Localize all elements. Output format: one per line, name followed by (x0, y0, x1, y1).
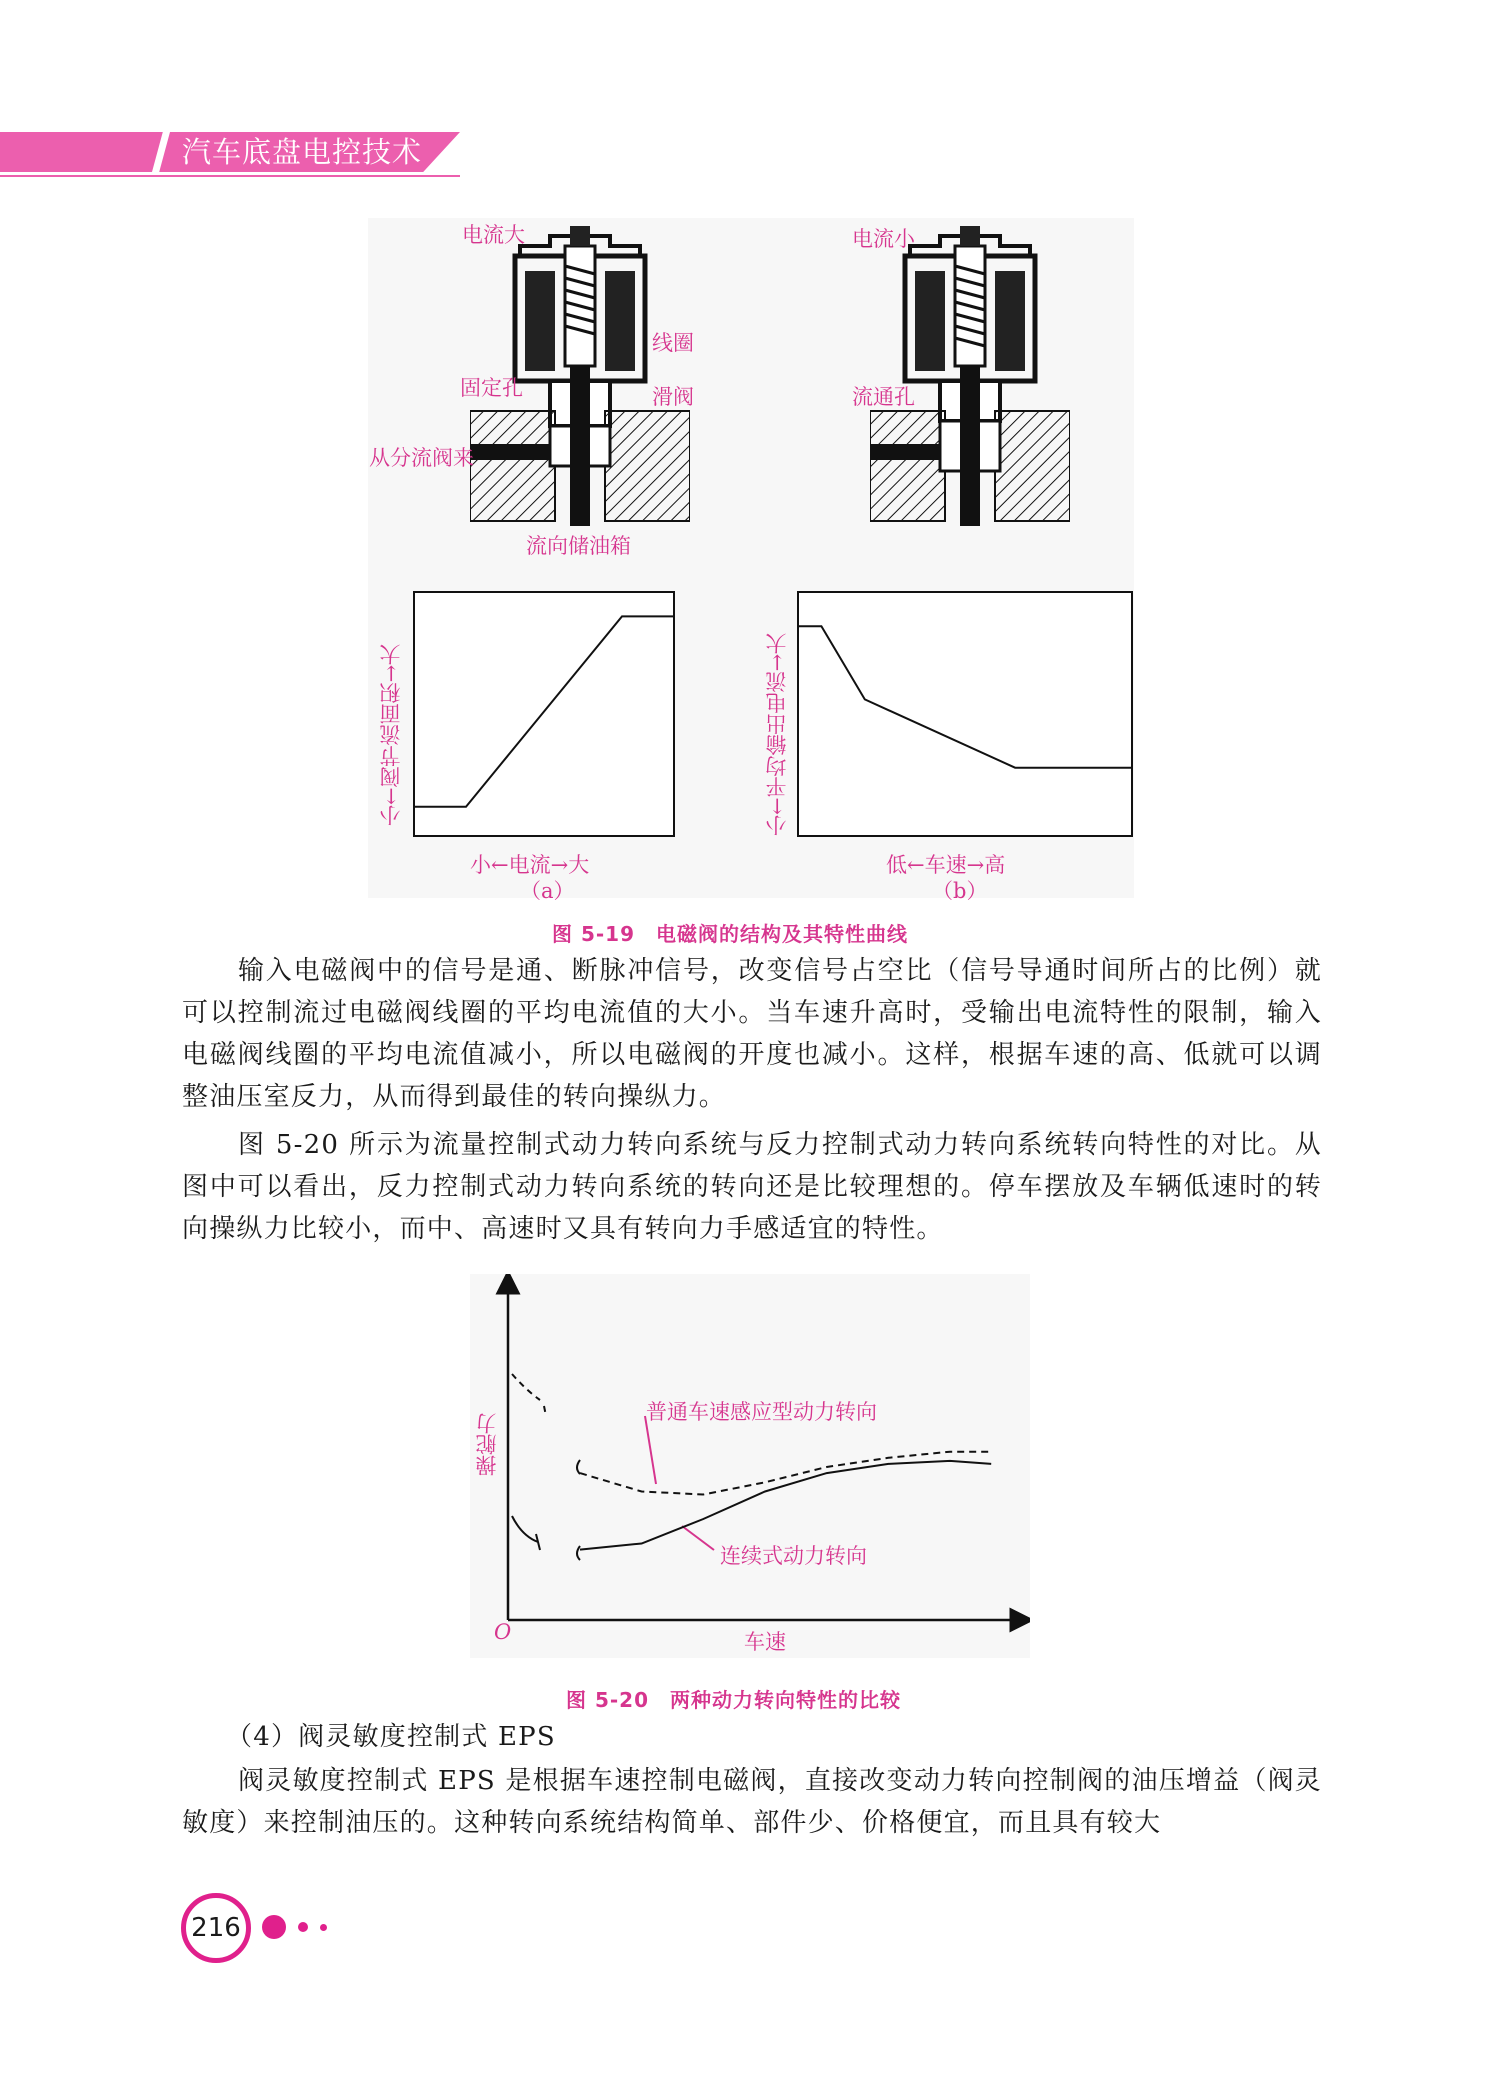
section-heading-4: （4）阀灵敏度控制式 EPS (226, 1722, 556, 1752)
chart-a-xlabel: 小←电流→大 (470, 853, 590, 877)
page-dot-large (262, 1915, 286, 1939)
paragraph-1: 输入电磁阀中的信号是通、断脉冲信号，改变信号占空比（信号导通时间所占的比例）就可以控制流过电磁阀线圈的平均电流值的大小。当车速升高时，受输出电流特性的限制，输入电磁阀线圈的平均电流值减小，所以电磁阀的开度也减小。这样，根据车速的高、低就可以调整油压室反力，从而得到最佳的转向操纵力。 (182, 956, 1322, 1112)
chart-c-xlabel: 车速 (744, 1630, 786, 1654)
label-to-tank: 流向储油箱 (526, 534, 631, 558)
label-slide-valve: 滑阀 (652, 385, 694, 409)
page-number: 216 (191, 1913, 241, 1943)
chart-b-ylabel: 小←平均输出电流→大 (765, 632, 789, 836)
solenoid-valve-b-drawing (870, 226, 1070, 526)
chart-b-sublabel: （b） (932, 879, 988, 903)
chart-c-origin: O (494, 1620, 512, 1644)
paragraph-2: 图 5-20 所示为流量控制式动力转向系统与反力控制式动力转向系统转向特性的对比。从图中可以看出，反力控制式动力转向系统的转向还是比较理想的。停车摆放及车辆低速时的转向操纵力比较小，而中、高速时又具有转向力手感适宜的特性。 (182, 1130, 1322, 1244)
chart-c-series-2 (580, 1461, 991, 1550)
label-current-large: 电流大 (462, 223, 525, 247)
header-rule (0, 175, 460, 177)
paragraph-3: 阀灵敏度控制式 EPS 是根据车速控制电磁阀，直接改变动力转向控制阀的油压增益（阀灵敏度）来控制油压的。这种转向系统结构简单、部件少、价格便宜，而且具有较大 (182, 1766, 1322, 1838)
chart-b-output-current-vs-speed (796, 590, 1134, 838)
label-from-diverter: 从分流阀来 (369, 446, 474, 470)
label-coil: 线圈 (652, 331, 694, 355)
figure-5-20-caption: 图 5-20 两种动力转向特性的比较 (566, 1688, 902, 1712)
chart-a-sublabel: （a） (520, 879, 575, 903)
label-fixed-hole: 固定孔 (460, 376, 523, 400)
chart-steering-force-vs-speed (470, 1274, 1030, 1658)
label-current-small: 电流小 (852, 227, 915, 251)
legend-normal-speed-sensing: 普通车速感应型动力转向 (646, 1400, 877, 1424)
chart-c-ylabel: 操舵力 (475, 1413, 499, 1476)
chart-a-valve-area-vs-current (412, 590, 676, 838)
chart-b-xlabel: 低←车速→高 (886, 853, 1006, 877)
figure-5-19-caption: 图 5-19 电磁阀的结构及其特性曲线 (552, 922, 909, 946)
book-title: 汽车底盘电控技术 (182, 135, 423, 169)
chart-c-series-1 (580, 1452, 991, 1495)
legend-continuous: 连续式动力转向 (720, 1544, 867, 1568)
chart-a-ylabel: 小←阀节流面积→大 (379, 643, 403, 826)
page-dot-medium (298, 1922, 308, 1932)
page-dot-small (320, 1924, 327, 1931)
label-flow-hole: 流通孔 (852, 385, 915, 409)
